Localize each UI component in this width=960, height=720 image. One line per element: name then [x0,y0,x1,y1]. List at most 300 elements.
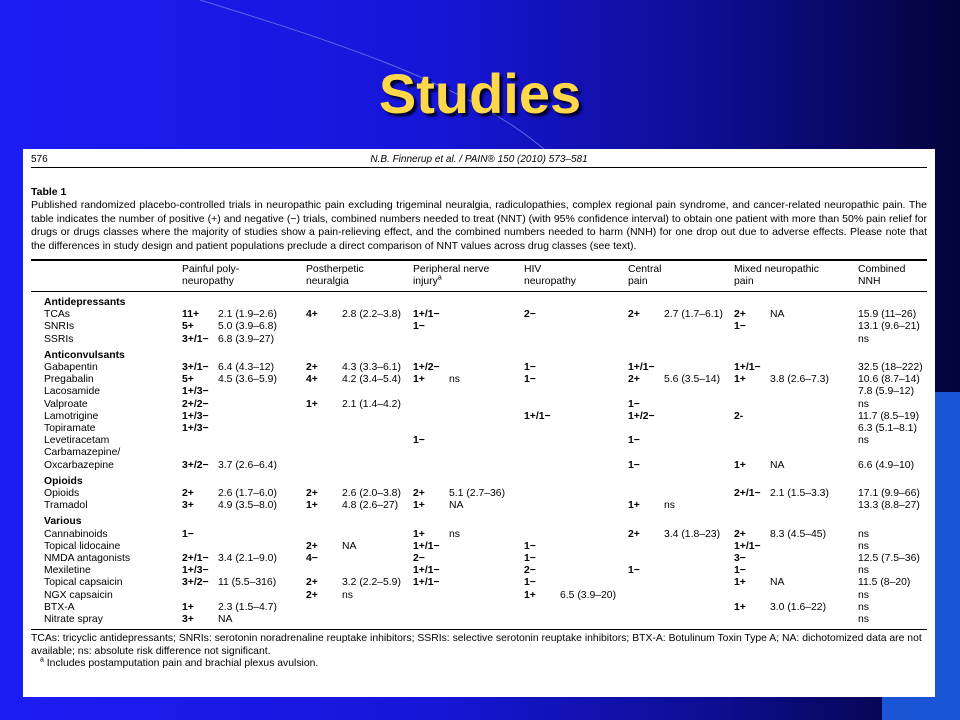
trial-cell [413,411,524,423]
footnote-a-mark: a [40,656,44,664]
trial-cell [413,529,524,541]
trial-count: 2+ [628,374,640,386]
trial-cell [734,500,858,512]
trial-count: 2+ [306,540,318,552]
trial-cell [524,411,628,423]
trial-cell [306,577,413,589]
nnh-value: ns [858,614,869,626]
section-row [31,346,927,362]
trial-cell [858,614,927,629]
trial-count: 4− [306,553,318,565]
trial-count: 2− [413,553,425,565]
section-row [31,292,927,310]
column-header-line2-text: neuralgia [306,276,349,287]
trial-cell [182,460,306,472]
column-header [628,260,734,292]
table-row [31,411,927,423]
column-header-line2 [182,276,306,288]
trial-cell [858,399,927,411]
drug-name: Valproate [44,398,88,410]
column-header [182,260,306,292]
nnt-value: ns [664,500,675,512]
trial-cell [628,541,734,553]
nnh-value: 6.6 (4.9–10) [858,459,915,471]
trial-cell [734,529,858,541]
nnt-value: 3.4 (1.8–23) [664,528,721,540]
section-title: Opioids [44,475,83,487]
trial-cell [734,374,858,386]
trial-count: 1+/3− [182,386,209,398]
table-row [31,386,927,398]
table-row [31,541,927,553]
trial-cell [734,577,858,589]
trial-cell [306,614,413,629]
trial-cell [628,602,734,614]
trial-cell [413,460,524,472]
trial-count: 2+ [306,488,318,500]
trial-cell [182,309,306,321]
trial-cell [306,488,413,500]
drug-name: SNRIs [44,321,75,333]
trial-count: 3− [734,553,746,565]
trial-cell [413,500,524,512]
header-row [31,260,927,292]
trial-cell [734,602,858,614]
drug-name: Opioids [44,488,80,500]
column-header-line2-text: injury [413,276,438,287]
trial-cell [734,411,858,423]
drug-name: Carbamazepine/ [44,447,121,459]
trial-cell [182,374,306,386]
trial-count: 2+ [413,488,425,500]
table-row [31,309,927,321]
trial-cell [734,488,858,500]
table-row [31,590,927,602]
trial-count: 5+ [182,321,194,333]
trial-cell [524,500,628,512]
trial-cell [182,321,306,333]
table-caption: Published randomized placebo-controlled trials in neuropathic pain excluding trigeminal neuralgia, radiculopathies, complex regional pain syndrome, and cancer-related neuropathic pain. The table indicates the number of positive (+) and negative (−) trials, combined numbers needed to treat (NNT) (with 95% confidence interval) to obtain one patient with more than 50% pain relief for drugs or drugs classes where the majority of studies show a pain-relieving effect, and the combined numbers needed to harm (NNH) for one drop out due to adverse effects. Please note that the differences in study design and patient populations preclude a direct comparison of NNT values across drug classes (see text). [31,199,927,252]
nnt-value: 6.5 (3.9–20) [560,589,617,601]
trial-count: 3+ [182,500,194,512]
trial-count: 3+/1− [182,362,209,374]
trial-cell [306,334,413,346]
trial-cell [734,423,858,435]
trial-count: 1+/3− [182,423,209,435]
trial-count: 1− [524,577,536,589]
trial-cell [306,565,413,577]
trial-cell [182,529,306,541]
nnt-value: 3.8 (2.6–7.3) [770,374,829,386]
footnote-a-text: Includes postamputation pain and brachial plexus avulsion. [46,658,319,670]
trial-cell [628,529,734,541]
trial-cell [858,423,927,435]
trial-count: 2+/2− [182,398,209,410]
trial-count: 1+/2− [628,410,655,422]
trial-cell [628,500,734,512]
trial-cell [858,386,927,398]
page-number: 576 [31,154,48,165]
trial-cell [182,500,306,512]
trial-count: 1+/3− [182,410,209,422]
nnt-value: ns [449,528,460,540]
section-row [31,472,927,488]
trial-count: 2+ [734,309,746,321]
trial-cell [306,411,413,423]
table-row [31,435,927,447]
nnh-value: ns [858,589,869,601]
nnt-value: 2.3 (1.5–4.7) [218,601,277,613]
trial-count: 2+ [628,528,640,540]
column-header-line1: HIV [524,264,542,275]
trial-cell [734,362,858,374]
column-header-line2 [413,276,524,288]
nnt-value: ns [449,374,460,386]
table-row [31,362,927,374]
drug-name: Nitrate spray [44,614,103,626]
nnh-value: 17.1 (9.9–66) [858,488,920,500]
drug-name: Tramadol [44,500,88,512]
drug-name: Cannabinoids [44,528,108,540]
trial-cell [734,435,858,447]
trial-count: 1+ [734,374,746,386]
running-head [31,152,927,168]
trial-count: 1+/1− [734,540,761,552]
column-header-line2 [524,276,628,288]
trial-count: 1− [628,459,640,471]
drug-name: Lacosamide [44,386,101,398]
nnt-value: 4.8 (2.6–27) [342,500,399,512]
trial-cell [524,374,628,386]
column-header-line2-text: pain [628,276,648,287]
drug-name: Lamotrigine [44,410,99,422]
table-row [31,500,927,512]
trial-count: 1+ [413,374,425,386]
trial-count: 1+ [306,500,318,512]
nnt-value: NA [770,459,785,471]
trial-count: 1+ [734,459,746,471]
drug-name: Gabapentin [44,362,98,374]
trial-cell [628,435,734,447]
footnote-a [31,658,927,671]
nnt-value: 5.0 (3.9–6.8) [218,321,277,333]
trial-count: 1− [524,540,536,552]
trial-cell [524,553,628,565]
trial-count: 4+ [306,309,318,321]
trial-count: 1− [413,321,425,333]
trial-count: 3+/2− [182,459,209,471]
table-row [31,423,927,435]
nnt-value: NA [342,540,357,552]
nnh-value: ns [858,528,869,540]
trial-count: 1− [182,528,194,540]
trial-count: 2+ [306,577,318,589]
trial-cell [524,529,628,541]
nnh-value: ns [858,601,869,613]
trial-cell [524,423,628,435]
trial-count: 2+/1− [182,553,209,565]
trial-cell [858,460,927,472]
nnt-value: 4.2 (3.4–5.4) [342,374,401,386]
trial-count: 1+ [413,500,425,512]
trial-count: 1− [628,435,640,447]
column-header-line2-text: neuropathy [182,276,234,287]
trial-cell [858,411,927,423]
table-row [31,553,927,565]
trial-count: 11+ [182,309,200,321]
trial-cell [182,541,306,553]
trial-cell [524,447,628,459]
trial-cell [182,602,306,614]
trial-cell [413,590,524,602]
trial-cell [182,553,306,565]
nnh-value: ns [858,565,869,577]
trial-cell [858,553,927,565]
trial-cell [858,602,927,614]
trial-count: 2− [524,565,536,577]
trial-cell [858,500,927,512]
trial-count: 1+ [306,398,318,410]
table-row [31,565,927,577]
table-label: Table 1 [31,186,67,198]
trial-cell [858,488,927,500]
nnt-value: 3.0 (1.6–22) [770,601,827,613]
trial-cell [734,334,858,346]
nnh-value: 13.1 (9.6–21) [858,321,920,333]
table-footnotes [31,629,927,671]
trial-cell [628,321,734,333]
trial-cell [182,488,306,500]
trial-count: 1− [524,374,536,386]
trial-cell [306,541,413,553]
trial-count: 1− [734,321,746,333]
trial-cell [306,435,413,447]
trial-count: 1+/1− [413,577,440,589]
trial-cell [524,565,628,577]
trial-cell [858,435,927,447]
nnt-value: 2.8 (2.2–3.8) [342,309,401,321]
trial-cell [306,602,413,614]
nnt-value: 8.3 (4.5–45) [770,528,827,540]
trial-cell [182,334,306,346]
trial-count: 1− [524,553,536,565]
trial-cell [524,488,628,500]
drug-name: Pregabalin [44,374,94,386]
drug-name: Mexiletine [44,565,91,577]
trial-cell [858,590,927,602]
trial-cell [524,541,628,553]
nnh-value: 32.5 (18–222) [858,362,923,374]
trial-cell [628,447,734,459]
section-title: Various [44,516,82,528]
trial-count: 2+ [182,488,194,500]
trial-count: 1+ [734,601,746,613]
trial-cell [628,411,734,423]
drug-name: SSRIs [44,333,74,345]
trial-count: 2+/1− [734,488,761,500]
section-title: Antidepressants [44,297,126,308]
trial-cell [628,577,734,589]
nnh-value: 6.3 (5.1–8.1) [858,423,917,435]
trial-cell [858,577,927,589]
trial-cell [413,488,524,500]
trial-cell [413,553,524,565]
column-header-line2 [734,276,858,288]
table-row [31,577,927,589]
nnt-value: 2.1 (1.4–4.2) [342,398,401,410]
trial-cell [182,577,306,589]
nnt-value: 4.9 (3.5–8.0) [218,500,277,512]
trial-cell [182,565,306,577]
trial-cell [734,386,858,398]
trial-cell [182,614,306,629]
nnh-value: 12.5 (7.5–36) [858,553,920,565]
trial-cell [628,334,734,346]
nnt-value: 6.8 (3.9–27) [218,333,275,345]
nnt-value: 3.4 (2.1–9.0) [218,553,277,565]
slide-title: Studies [378,62,582,125]
nnt-value: NA [770,577,785,589]
trial-count: 3+/1− [182,333,209,345]
trial-cell [413,309,524,321]
trial-cell [413,399,524,411]
nnh-value: 11.5 (8–20) [858,577,911,589]
trial-cell [306,590,413,602]
trial-cell [858,529,927,541]
nnt-value: 2.7 (1.7–6.1) [664,309,723,321]
trial-cell [306,374,413,386]
trial-cell [858,541,927,553]
column-header-line2-text: pain [734,276,754,287]
trial-cell [628,553,734,565]
trial-cell [628,614,734,629]
trial-cell [524,614,628,629]
table-body [31,292,927,630]
trial-cell [858,447,927,459]
trial-count: 1+/1− [524,410,551,422]
column-header-line1: Peripheral nerve [413,264,490,275]
trial-cell [524,399,628,411]
nnt-value: NA [449,500,464,512]
trial-count: 1− [413,435,425,447]
paper-excerpt [23,149,935,697]
nnh-value: 11.7 (8.5–19) [858,410,920,422]
trial-cell [524,321,628,333]
trial-cell [628,590,734,602]
nnt-value: ns [342,589,353,601]
trial-cell [524,577,628,589]
trial-cell [413,447,524,459]
nnt-value: 3.7 (2.6–6.4) [218,459,277,471]
trial-cell [306,386,413,398]
trial-cell [306,447,413,459]
column-header-line1: Central [628,264,662,275]
journal-citation: N.B. Finnerup et al. / PAIN® 150 (2010) 573–581 [370,154,588,165]
trial-cell [858,334,927,346]
trial-cell [413,614,524,629]
trial-cell [306,460,413,472]
trial-count: 1+/1− [628,362,655,374]
trial-cell [182,435,306,447]
drug-name: Levetiracetam [44,435,110,447]
nnt-value: 5.6 (3.5–14) [664,374,721,386]
trial-cell [628,488,734,500]
drug-name: Oxcarbazepine [44,459,114,471]
column-header [306,260,413,292]
trial-cell [628,362,734,374]
trial-count: 1+ [182,601,194,613]
trial-cell [413,374,524,386]
trial-cell [734,321,858,333]
table-row [31,488,927,500]
trial-cell [628,399,734,411]
nnt-value: 6.4 (4.3–12) [218,362,275,374]
trial-cell [734,309,858,321]
column-header [858,260,927,292]
nnt-value: 11 (5.5–316) [218,577,277,589]
trial-count: 3+ [182,614,194,626]
trial-cell [182,447,306,459]
nnh-value: ns [858,435,869,447]
trial-cell [413,386,524,398]
trial-cell [524,435,628,447]
trial-cell [306,309,413,321]
trial-cell [628,374,734,386]
trial-count: 1+/3− [182,565,209,577]
nnh-value: ns [858,398,869,410]
trial-count: 2+ [734,528,746,540]
trial-count: 5+ [182,374,194,386]
column-header-line1: Painful poly- [182,264,240,275]
table-row [31,460,927,472]
trial-cell [858,565,927,577]
trial-count: 2+ [306,362,318,374]
trial-cell [524,460,628,472]
trial-count: 1− [628,565,640,577]
column-header-line2 [858,276,927,288]
table-row [31,334,927,346]
trial-cell [858,321,927,333]
trial-cell [734,553,858,565]
drug-name: NGX capsaicin [44,589,113,601]
trials-table [31,259,927,629]
trial-cell [858,374,927,386]
nnt-value: 4.5 (3.6–5.9) [218,374,277,386]
column-header-line2 [306,276,413,288]
trial-cell [306,362,413,374]
trial-count: 1+/1− [734,362,761,374]
trial-cell [306,399,413,411]
trial-cell [306,321,413,333]
trial-count: 1+/1− [413,565,440,577]
column-header [524,260,628,292]
trial-cell [734,590,858,602]
column-header-line1: Combined [858,264,906,275]
trial-count: 2+ [306,589,318,601]
trial-cell [628,386,734,398]
nnh-value: 10.6 (8.7–14) [858,374,920,386]
trial-cell [413,541,524,553]
trial-cell [524,309,628,321]
trial-count: 1− [734,565,746,577]
column-header-line1: Mixed neuropathic [734,264,819,275]
trial-count: 1+ [734,577,746,589]
nnt-value: 5.1 (2.7–36) [449,488,506,500]
trial-cell [306,553,413,565]
trial-count: 3+/2− [182,577,209,589]
trial-count: 1+ [524,589,536,601]
nnt-value: 3.2 (2.2–5.9) [342,577,401,589]
